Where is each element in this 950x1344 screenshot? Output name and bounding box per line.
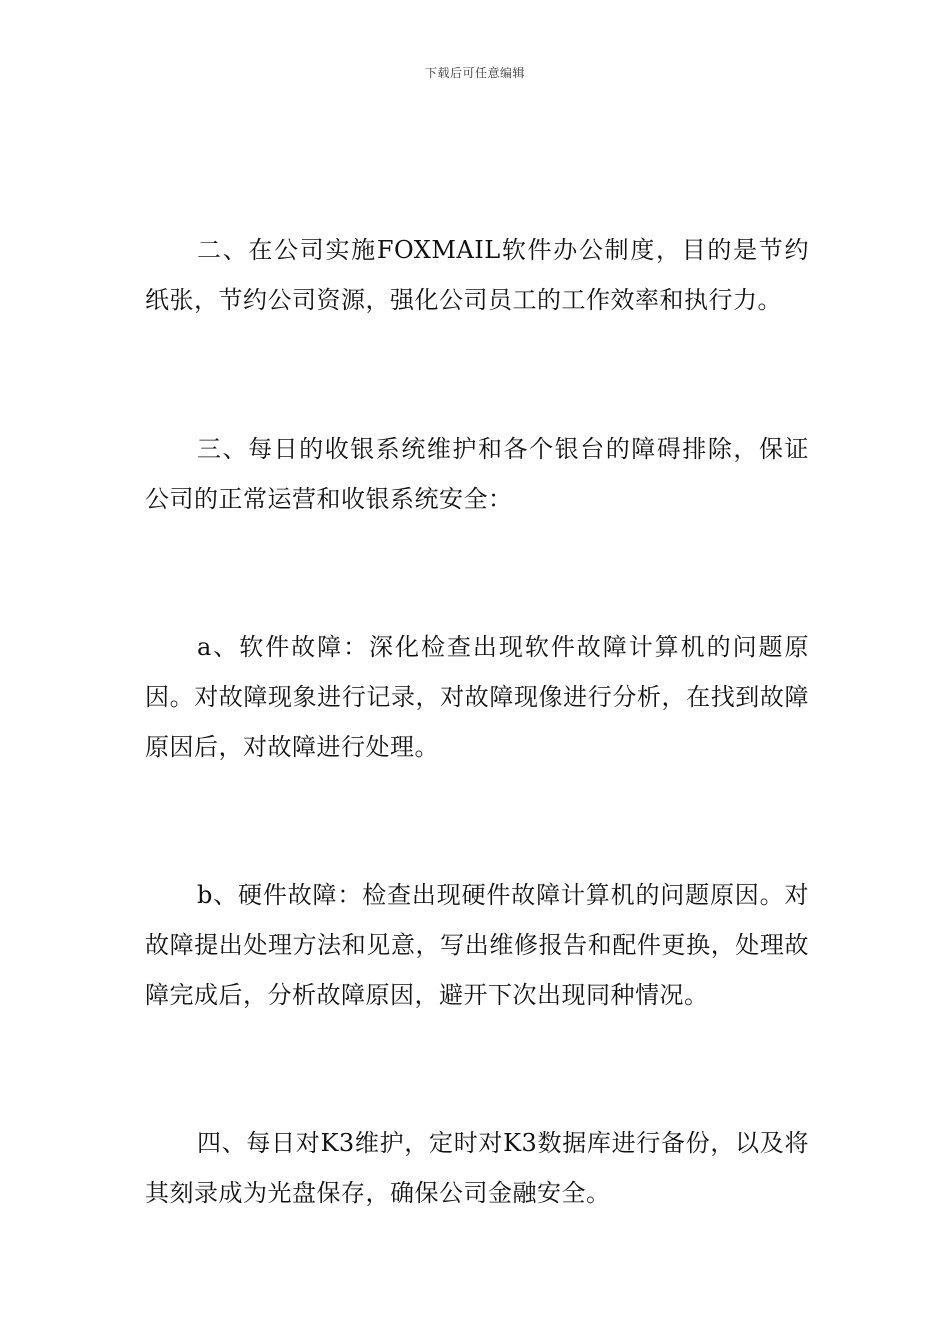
paragraph-hardware-fault: b、硬件故障：检查出现硬件故障计算机的问题原因。对故障提出处理方法和见意，写出维修报告和配件更换，处理故障完成后，分析故障原因，避开下次出现同种情况。 [145,881,809,1009]
paragraph-cash-register: 三、每日的收银系统维护和各个银台的障碍排除，保证公司的正常运营和收银系统安全： [145,435,809,513]
page-header: 下载后可任意编辑 [424,66,525,80]
paragraph-k3-maintenance: 四、每日对K3维护，定时对K3数据库进行备份，以及将其刻录成为光盘保存，确保公司金融安全。 [145,1129,809,1207]
paragraph-software-fault: a、软件故障：深化检查出现软件故障计算机的问题原因。对故障现象进行记录，对故障现像进行分析，在找到故障原因后，对故障进行处理。 [145,633,809,761]
paragraph-foxmail: 二、在公司实施FOXMAIL软件办公制度，目的是节约纸张，节约公司资源，强化公司员工的工作效率和执行力。 [145,236,809,314]
